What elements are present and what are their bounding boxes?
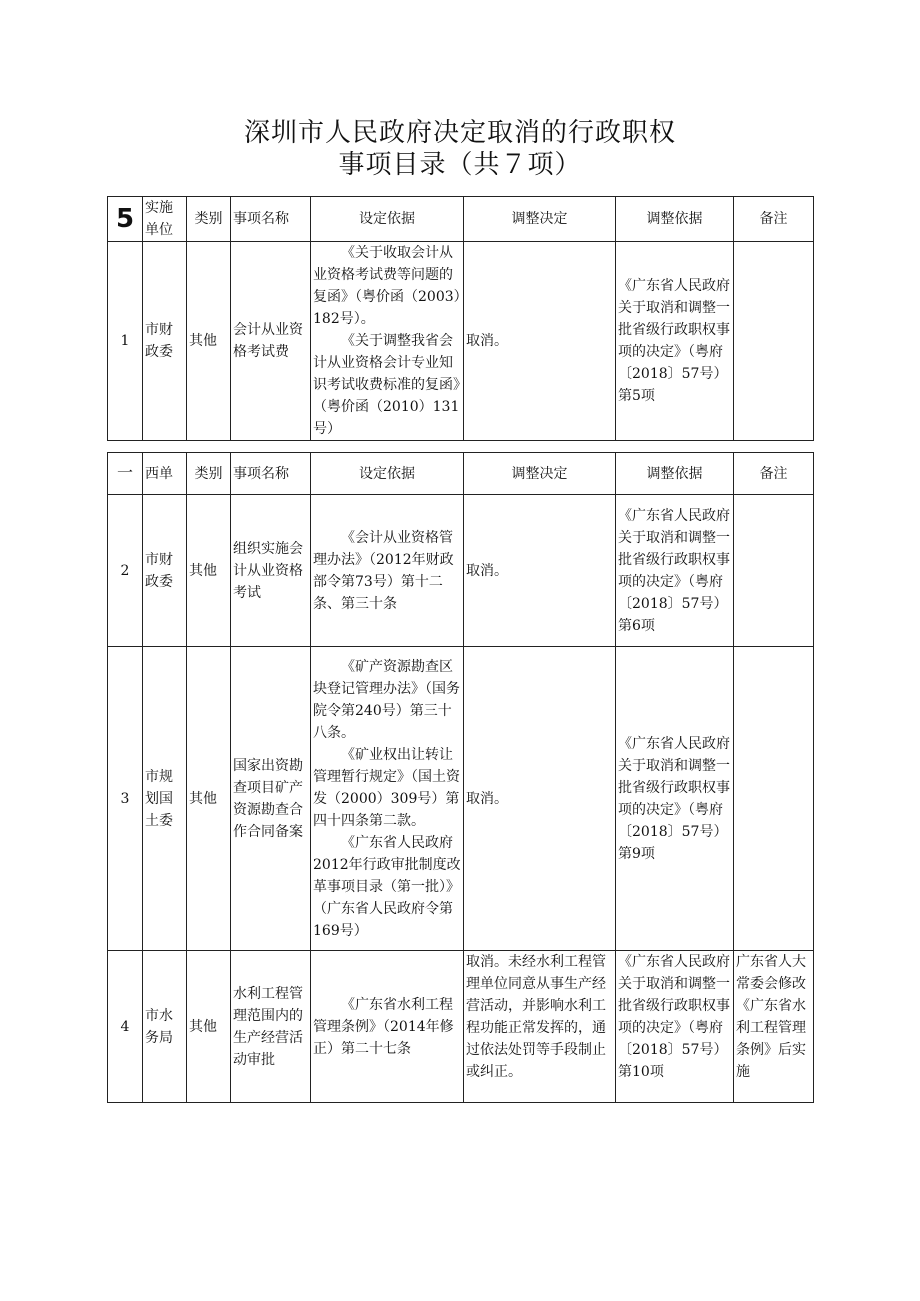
table-row	[108, 242, 814, 441]
row-category: 其他	[187, 242, 231, 441]
row-unit: 市水务局	[143, 951, 187, 1103]
row-basis	[311, 951, 464, 1103]
header-seq-glyph: 5	[108, 197, 143, 242]
row-seq: 1	[108, 242, 143, 441]
row-remark	[734, 647, 814, 951]
row-item-name: 水利工程管理范围内的生产经营活动审批	[231, 951, 311, 1103]
row-adjust-basis: 《广东省人民政府关于取消和调整一批省级行政职权事项的决定》（粤府〔2018〕57号）第5项	[616, 242, 734, 441]
document-title-line1: 深圳市人民政府决定取消的行政职权	[243, 118, 676, 148]
table-row	[108, 495, 814, 647]
basis-paragraph: 《关于调整我省会计从业资格会计专业知识考试收费标准的复函》（粤价函（2010）131号）	[313, 333, 460, 437]
header-unit: 西单	[143, 453, 187, 495]
header-unit: 实施单位	[143, 197, 187, 242]
header-item-name: 事项名称	[231, 197, 311, 242]
row-category: 其他	[187, 951, 231, 1103]
header-remark: 备注	[734, 453, 814, 495]
basis-paragraph: 《关于收取会计从业资格考试费等问题的复函》（粤价函（2003）182号）。	[313, 245, 461, 327]
row-item-name: 会计从业资格考试费	[231, 242, 311, 441]
row-seq: 2	[108, 495, 143, 647]
row-decision: 取消。	[464, 647, 616, 951]
basis-paragraph: 《广东省水利工程管理条例》（2014年修正）第二十七条	[313, 996, 454, 1057]
basis-paragraph: 《广东省人民政府2012年行政审批制度改革事项目录（第一批）》（广东省人民政府令第169号）	[313, 834, 461, 939]
header-category: 类别	[187, 453, 231, 495]
header-adjust-basis: 调整依据	[616, 197, 734, 242]
row-adjust-basis: 《广东省人民政府关于取消和调整一批省级行政职权事项的决定》（粤府〔2018〕57号）第10项	[616, 951, 734, 1103]
header-seq-glyph: 一	[108, 453, 143, 495]
row-decision: 取消。	[464, 495, 616, 647]
header-decision: 调整决定	[464, 197, 616, 242]
header-category: 类别	[187, 197, 231, 242]
header-adjust-basis: 调整依据	[616, 453, 734, 495]
row-adjust-basis: 《广东省人民政府关于取消和调整一批省级行政职权事项的决定》（粤府〔2018〕57号）第6项	[616, 495, 734, 647]
row-seq: 4	[108, 951, 143, 1103]
row-unit: 市财政委	[143, 495, 187, 647]
row-remark	[734, 495, 814, 647]
table-header-row	[108, 453, 814, 495]
basis-paragraph: 《矿产资源勘查区块登记管理办法》（国务院令第240号）第三十八条。	[313, 658, 460, 741]
row-basis	[311, 242, 464, 441]
header-decision: 调整决定	[464, 453, 616, 495]
table-row	[108, 647, 814, 951]
row-decision: 取消。未经水利工程管理单位同意从事生产经营活动，并影响水利工程功能正常发挥的，通过依法处罚等手段制止或纠正。	[464, 951, 616, 1103]
basis-paragraph: 《会计从业资格管理办法》（2012年财政部令第73号）第十二条、第三十条	[313, 529, 454, 612]
row-seq: 3	[108, 647, 143, 951]
row-decision: 取消。	[464, 242, 616, 441]
row-adjust-basis: 《广东省人民政府关于取消和调整一批省级行政职权事项的决定》（粤府〔2018〕57号）第9项	[616, 647, 734, 951]
row-category: 其他	[187, 647, 231, 951]
row-unit: 市财政委	[143, 242, 187, 441]
row-remark	[734, 242, 814, 441]
basis-paragraph: 《矿业权出让转让管理暂行规定》（国土资发（2000）309号）第四十四条第二款。	[313, 746, 460, 829]
row-unit: 市规划国土委	[143, 647, 187, 951]
row-basis	[311, 495, 464, 647]
row-basis	[311, 647, 464, 951]
items-table-1	[107, 196, 814, 441]
table-header-row	[108, 197, 814, 242]
header-item-name: 事项名称	[231, 453, 311, 495]
table-row	[108, 951, 814, 1103]
items-table-2	[107, 452, 814, 1103]
header-basis: 设定依据	[311, 197, 464, 242]
row-remark: 广东省人大常委会修改《广东省水利工程管理条例》后实施	[734, 951, 814, 1103]
document-title-line2: 事项目录（共７项）	[338, 150, 582, 180]
row-category: 其他	[187, 495, 231, 647]
row-item-name: 国家出资勘查项目矿产资源勘查合作合同备案	[231, 647, 311, 951]
row-item-name: 组织实施会计从业资格考试	[231, 495, 311, 647]
header-basis: 设定依据	[311, 453, 464, 495]
header-remark: 备注	[734, 197, 814, 242]
